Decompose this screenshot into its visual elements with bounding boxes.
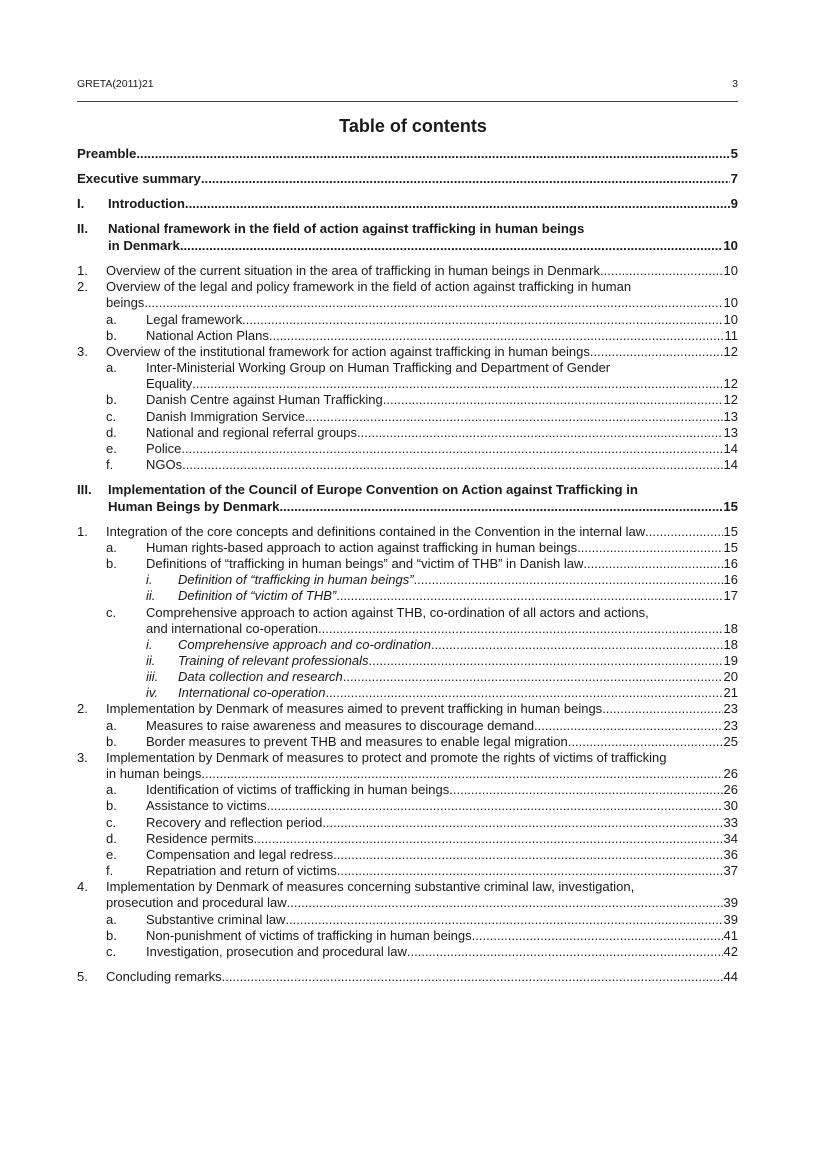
toc-entry-number: a. [106, 782, 117, 797]
toc-entry-number: b. [106, 734, 117, 749]
toc-entry-page: 39 [723, 895, 738, 910]
toc-entry-number: e. [106, 441, 117, 456]
toc-entry[interactable] [77, 171, 738, 187]
toc-entry-number: 2. [77, 701, 88, 716]
toc-entry-page: 20 [723, 669, 738, 684]
toc-entry-page: 7 [730, 171, 738, 186]
toc-entry-page: 23 [723, 718, 738, 733]
toc-entry[interactable] [77, 831, 738, 847]
toc-entry-page: 10 [723, 238, 738, 253]
toc-entry[interactable] [77, 572, 738, 588]
toc-entry[interactable] [77, 782, 738, 798]
dot-leader [590, 344, 723, 360]
dot-leader [333, 847, 722, 863]
toc-entry-page: 15 [723, 524, 738, 539]
toc-entry-title: Comprehensive approach to action against THB, co-ordination of all actors and actions, [146, 605, 649, 620]
toc-entry-title: Identification of victims of trafficking in human beings [146, 782, 450, 797]
toc-entry-number: b. [106, 798, 117, 813]
toc-entry-title: Concluding remarks [106, 969, 222, 984]
toc-entry-number: iii. [146, 669, 159, 684]
toc-entry-title: Danish Immigration Service [146, 409, 305, 424]
toc-entry-title: Definition of “victim of THB” [178, 588, 337, 603]
toc-entry-number: a. [106, 312, 117, 327]
dot-leader [583, 556, 722, 572]
toc-entry-number: 5. [77, 969, 88, 984]
toc-entry-number: a. [106, 718, 117, 733]
dot-leader [325, 685, 722, 701]
toc-entry-title: Non-punishment of victims of trafficking in human beings [146, 928, 472, 943]
dot-leader [336, 588, 722, 604]
toc-entry[interactable] [77, 621, 738, 637]
toc-entry-title: Compensation and legal redress [146, 847, 334, 862]
toc-entry[interactable] [77, 605, 738, 621]
toc-entry-page: 34 [723, 831, 738, 846]
toc-entry-title: Data collection and research [178, 669, 343, 684]
toc-entry[interactable] [77, 376, 738, 392]
toc-entry-title: Implementation by Denmark of measures concerning substantive criminal law, investigation, [106, 879, 635, 894]
toc-entry[interactable] [77, 798, 738, 814]
toc-entry-title: Repatriation and return of victims [146, 863, 337, 878]
toc-entry-page: 23 [723, 701, 738, 716]
dot-leader [318, 621, 723, 637]
header-rule [77, 101, 738, 102]
toc-entry-title: in human beings [106, 766, 202, 781]
dot-leader [431, 637, 723, 653]
toc-entry-number: c. [106, 815, 117, 830]
toc-entry-page: 17 [723, 588, 738, 603]
toc-entry[interactable] [77, 847, 738, 863]
toc-entry-page: 13 [723, 425, 738, 440]
toc-entry[interactable] [77, 295, 738, 311]
toc-entry[interactable] [77, 944, 738, 960]
dot-leader [534, 718, 722, 734]
toc-entry-title: Overview of the institutional framework for action against trafficking in human beings [106, 344, 590, 359]
dot-leader [645, 524, 722, 540]
toc-entry-page: 12 [723, 392, 738, 407]
toc-entry-title: beings [106, 295, 145, 310]
toc-entry[interactable] [77, 441, 738, 457]
toc-entry[interactable] [77, 392, 738, 408]
toc-entry[interactable] [77, 279, 738, 295]
toc-entry[interactable] [77, 196, 738, 212]
toc-entry[interactable] [77, 425, 738, 441]
toc-entry[interactable] [77, 524, 738, 540]
toc-entry-number: ii. [146, 588, 156, 603]
toc-entry-title: NGOs [146, 457, 183, 472]
toc-entry-page: 26 [723, 782, 738, 797]
dot-leader [337, 863, 723, 879]
toc-entry-title: Danish Centre against Human Trafficking [146, 392, 383, 407]
toc-entry-number: c. [106, 409, 117, 424]
toc-entry-title: Border measures to prevent THB and measures to enable legal migration [146, 734, 568, 749]
toc-entry[interactable] [77, 360, 738, 376]
toc-entry-title: Preamble [77, 146, 137, 161]
toc-entry-title: Executive summary [77, 171, 201, 186]
toc-entry-page: 26 [723, 766, 738, 781]
toc-entry[interactable] [77, 146, 738, 162]
dot-leader [144, 295, 722, 311]
dot-leader [357, 425, 723, 441]
toc-entry[interactable] [77, 482, 738, 498]
toc-entry-page: 15 [723, 540, 738, 555]
dot-leader [254, 831, 723, 847]
toc-entry[interactable] [77, 879, 738, 895]
toc-entry-page: 36 [723, 847, 738, 862]
toc-entry[interactable] [77, 653, 738, 669]
dot-leader [287, 895, 723, 911]
dot-leader [369, 653, 723, 669]
toc-entry-page: 16 [723, 572, 738, 587]
toc-entry-page: 30 [723, 798, 738, 813]
toc-entry-title: Substantive criminal law [146, 912, 286, 927]
toc-entry-page: 41 [723, 928, 738, 943]
toc-entry-title: Overview of the current situation in the area of trafficking in human beings in Denmark [106, 263, 601, 278]
toc-entry-number: e. [106, 847, 117, 862]
dot-leader [305, 409, 723, 425]
toc-entry-page: 18 [723, 621, 738, 636]
toc-entry-number: a. [106, 912, 117, 927]
toc-entry-page: 13 [723, 409, 738, 424]
dot-leader [285, 912, 722, 928]
toc-entry[interactable] [77, 815, 738, 831]
toc-entry-title: Training of relevant professionals [178, 653, 369, 668]
toc-entry-number: c. [106, 944, 117, 959]
toc-entry[interactable] [77, 556, 738, 572]
toc-entry-page: 5 [730, 146, 738, 161]
toc-entry-page: 21 [723, 685, 738, 700]
toc-entry-title: National and regional referral groups [146, 425, 358, 440]
toc-entry[interactable] [77, 912, 738, 928]
toc-entry-number: 1. [77, 263, 88, 278]
toc-entry-title: in Denmark [108, 238, 180, 253]
dot-leader [600, 263, 723, 279]
toc-entry-number: 3. [77, 344, 88, 359]
toc-entry[interactable] [77, 588, 738, 604]
dot-leader [269, 328, 724, 344]
toc-entry-title: Integration of the core concepts and definitions contained in the Convention in the internal law [106, 524, 646, 539]
toc-entry[interactable] [77, 409, 738, 425]
toc-entry[interactable] [77, 263, 738, 279]
toc-entry[interactable] [77, 928, 738, 944]
toc-entry-number: 2. [77, 279, 88, 294]
dot-leader [192, 376, 722, 392]
dot-leader [407, 944, 723, 960]
toc-entry-page: 39 [723, 912, 738, 927]
toc-entry-page: 44 [723, 969, 738, 984]
toc-entry[interactable] [77, 701, 738, 717]
toc-entry-page: 42 [723, 944, 738, 959]
dot-leader [242, 312, 722, 328]
toc-entry-page: 14 [723, 441, 738, 456]
toc-entry-number: b. [106, 392, 117, 407]
toc-entry-number: II. [77, 221, 88, 236]
toc-entry[interactable] [77, 221, 738, 237]
toc-entry-page: 25 [723, 734, 738, 749]
toc-entry-title: Human Beings by Denmark [108, 499, 280, 514]
toc-entry-number: 3. [77, 750, 88, 765]
page-number: 3 [732, 78, 738, 90]
dot-leader [602, 701, 722, 717]
toc-entry[interactable] [77, 540, 738, 556]
toc-entry-title: Measures to raise awareness and measures to discourage demand [146, 718, 535, 733]
dot-leader [322, 815, 722, 831]
dot-leader [568, 734, 723, 750]
toc-entry-title: Overview of the legal and policy framework in the field of action against trafficking in human [106, 279, 632, 294]
toc-entry-number: d. [106, 831, 117, 846]
toc-entry[interactable] [77, 969, 738, 985]
running-header [77, 78, 738, 92]
toc-entry[interactable] [77, 750, 738, 766]
toc-entry[interactable] [77, 312, 738, 328]
toc-entry-page: 9 [730, 196, 738, 211]
toc-entry-number: i. [146, 637, 153, 652]
toc-entry-number: I. [77, 196, 85, 211]
toc-entry-number: a. [106, 540, 117, 555]
toc-entry-number: ii. [146, 653, 156, 668]
toc-entry-title: National framework in the field of action against trafficking in human beings [108, 221, 585, 236]
toc-entry[interactable] [77, 766, 738, 782]
toc-entry-number: III. [77, 482, 92, 497]
toc-entry-title: and international co-operation [146, 621, 319, 636]
dot-leader [201, 766, 722, 782]
toc-entry-title: Comprehensive approach and co-ordination [178, 637, 431, 652]
toc-entry-title: International co-operation [178, 685, 326, 700]
toc-entry[interactable] [77, 328, 738, 344]
toc-entry-page: 16 [723, 556, 738, 571]
dot-leader [383, 392, 723, 408]
toc-entry-number: i. [146, 572, 153, 587]
toc-entry-title: Definition of “trafficking in human beings” [178, 572, 414, 587]
dot-leader [414, 572, 723, 588]
toc-entry[interactable] [77, 863, 738, 879]
toc-entry-page: 19 [723, 653, 738, 668]
toc-entry-number: f. [106, 457, 114, 472]
dot-leader [182, 457, 722, 473]
toc-entry-title: Recovery and reflection period [146, 815, 323, 830]
toc-entry-number: 1. [77, 524, 88, 539]
toc-entry-page: 10 [723, 295, 738, 310]
toc-entry[interactable] [77, 669, 738, 685]
toc-entry-title: Assistance to victims [146, 798, 267, 813]
toc-entry-page: 11 [724, 328, 738, 343]
toc-entry-title: Implementation by Denmark of measures aimed to prevent trafficking in human beings [106, 701, 603, 716]
toc-entry-page: 33 [723, 815, 738, 830]
document-reference: GRETA(2011)21 [77, 78, 154, 90]
toc-entry-title: Investigation, prosecution and procedural law [146, 944, 407, 959]
toc-entry-title: Implementation by Denmark of measures to protect and promote the rights of victims of trafficking [106, 750, 667, 765]
dot-leader [472, 928, 723, 944]
toc-entry[interactable] [77, 637, 738, 653]
dot-leader [577, 540, 722, 556]
toc-entry-title: Introduction [108, 196, 185, 211]
toc-entry-title: Inter-Ministerial Working Group on Human Trafficking and Department of Gender [146, 360, 611, 375]
toc-entry-title: Implementation of the Council of Europe Convention on Action against Trafficking in [108, 482, 638, 497]
toc-entry-title: Equality [146, 376, 193, 391]
toc-entry[interactable] [77, 457, 738, 473]
toc-entry[interactable] [77, 895, 738, 911]
toc-entry-number: 4. [77, 879, 88, 894]
toc-entry-number: a. [106, 360, 117, 375]
dot-leader [180, 238, 723, 254]
toc-entry-title: Legal framework [146, 312, 243, 327]
toc-entry-title: Police [146, 441, 182, 456]
toc-entry-number: b. [106, 928, 117, 943]
page-title: Table of contents [339, 116, 487, 136]
toc-entry-number: f. [106, 863, 114, 878]
toc-entry-title: Definitions of “trafficking in human beings” and “victim of THB” in Danish law [146, 556, 584, 571]
dot-leader [185, 196, 730, 212]
toc-entry-title: Residence permits [146, 831, 254, 846]
dot-leader [279, 499, 722, 515]
toc-entry-number: iv. [146, 685, 159, 700]
toc-entry[interactable] [77, 499, 738, 515]
toc-entry-number: b. [106, 556, 117, 571]
toc-entry-page: 14 [723, 457, 738, 472]
toc-entry[interactable] [77, 718, 738, 734]
toc-entry-number: b. [106, 328, 117, 343]
toc-entry[interactable] [77, 238, 738, 254]
toc-entry[interactable] [77, 734, 738, 750]
toc-entry-page: 15 [723, 499, 738, 514]
toc-entry-page: 10 [723, 312, 738, 327]
dot-leader [267, 798, 723, 814]
dot-leader [449, 782, 722, 798]
toc-entry[interactable] [77, 685, 738, 701]
dot-leader [201, 171, 730, 187]
toc-entry-number: c. [106, 605, 117, 620]
dot-leader [181, 441, 722, 457]
toc-entry-page: 12 [723, 344, 738, 359]
toc-entry-title: Human rights-based approach to action against trafficking in human beings [146, 540, 578, 555]
dot-leader [222, 969, 723, 985]
toc-entry-page: 10 [723, 263, 738, 278]
dot-leader [136, 146, 729, 162]
toc-entry-page: 18 [723, 637, 738, 652]
toc-entry[interactable] [77, 344, 738, 360]
toc-entry-number: d. [106, 425, 117, 440]
toc-entry-page: 12 [723, 376, 738, 391]
toc-entry-page: 37 [723, 863, 738, 878]
toc-entry-title: prosecution and procedural law [106, 895, 287, 910]
toc-entry-title: National Action Plans [146, 328, 269, 343]
dot-leader [343, 669, 723, 685]
